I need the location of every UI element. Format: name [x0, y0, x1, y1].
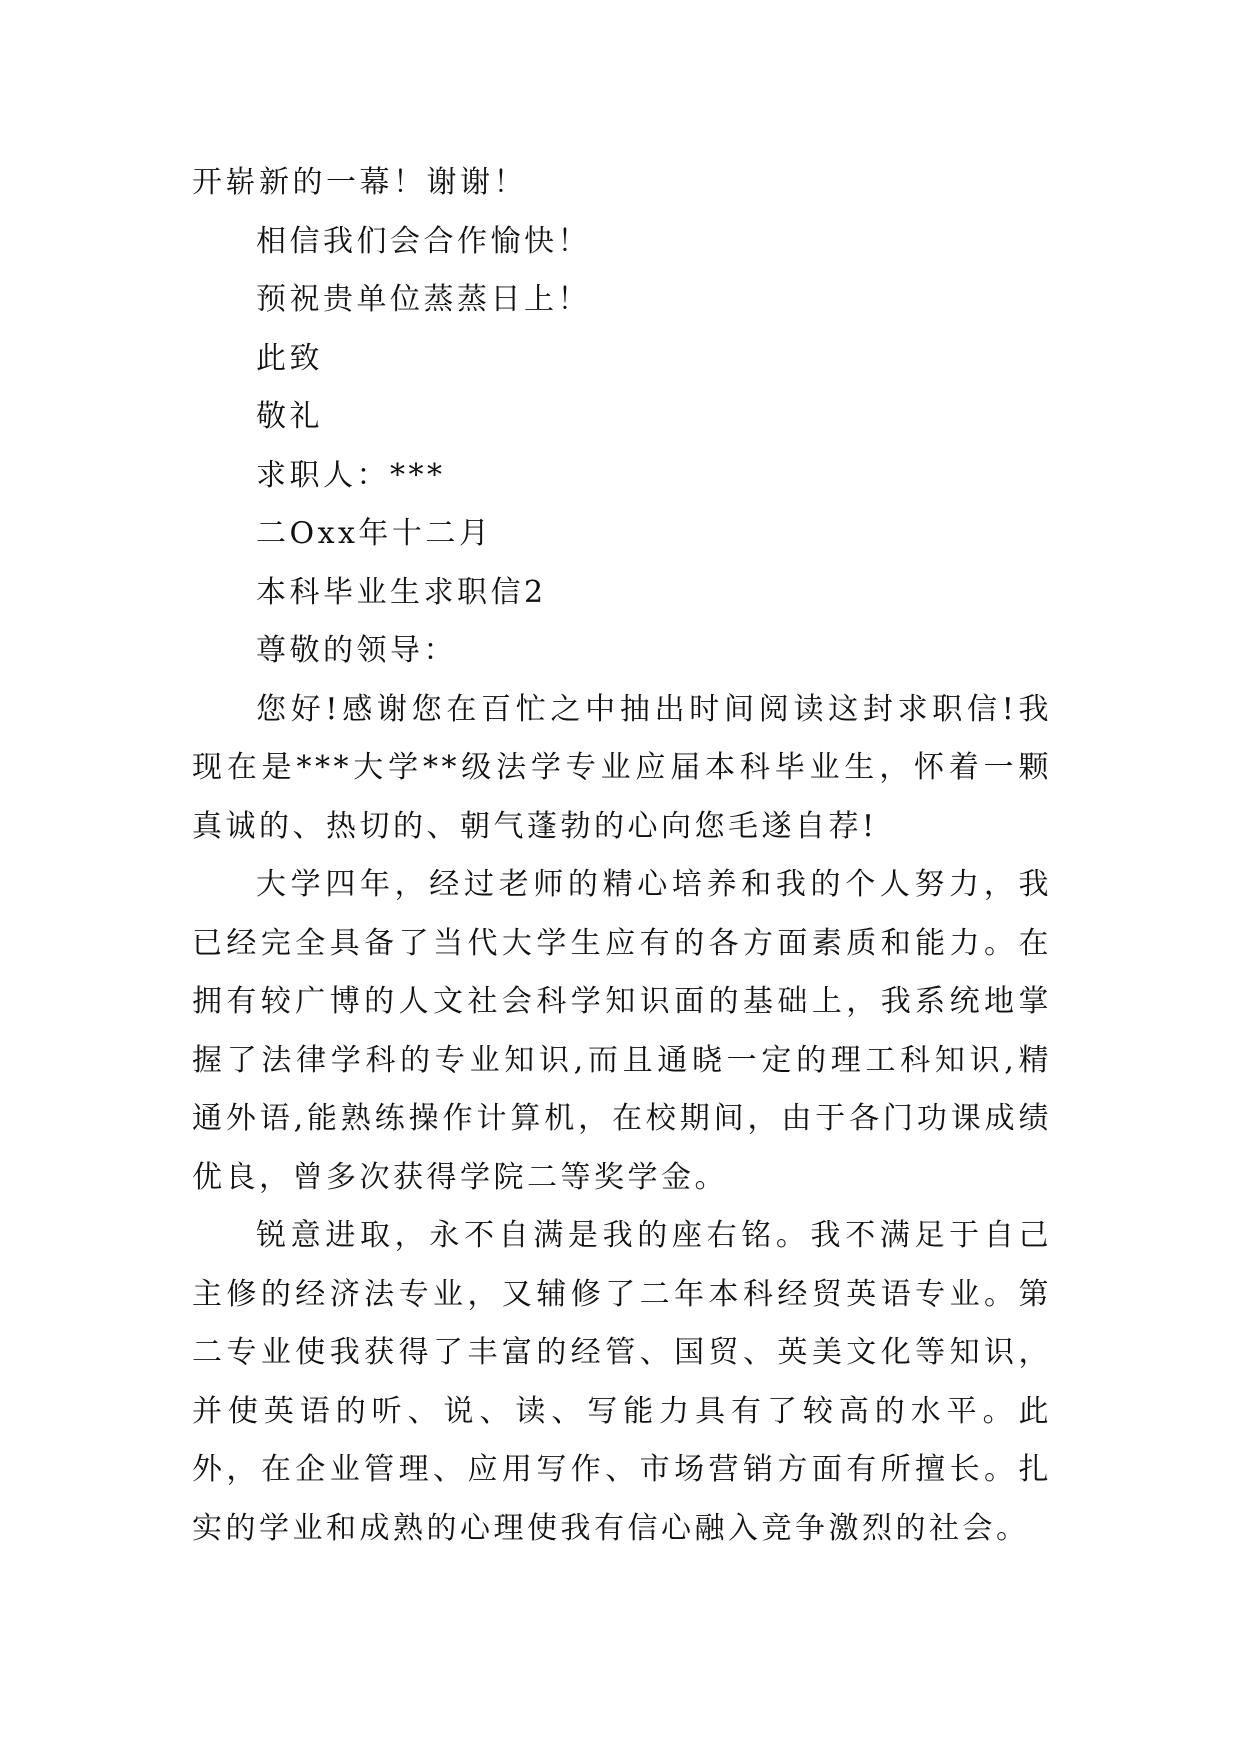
document-body [192, 154, 1052, 1558]
opening-tail-line: 开崭新的一幕！谢谢！ [192, 165, 527, 200]
section-title: 本科毕业生求职信2 [256, 574, 547, 610]
closing-regards-line-1: 此致 [256, 340, 323, 376]
paragraph-greeting: 您好!感谢您在百忙之中抽出时间阅读这封求职信!我现在是***大学**级法学专业应届本科毕业生，怀着一颗真诚的、热切的、朝气蓬勃的心向您毛遂自荐! [192, 691, 1052, 844]
paragraph-motto: 锐意进取，永不自满是我的座右铭。我不满足于自己主修的经济法专业，又辅修了二年本科经贸英语专业。第二专业使我获得了丰富的经管、国贸、英美文化等知识，并使英语的听、说、读、写能力具有了较高的水平。此外，在企业管理、应用写作、市场营销方面有所擅长。扎实的学业和成熟的心理使我有信心融入竞争激烈的社会。 [192, 1218, 1052, 1546]
salutation: 尊敬的领导： [256, 633, 457, 668]
wish-line: 预祝贵单位蒸蒸日上！ [256, 282, 591, 317]
closing-regards-line-2: 敬礼 [256, 399, 323, 434]
letter-date: 二Оxx年十二月 [256, 516, 493, 551]
paragraph-education: 大学四年，经过老师的精心培养和我的个人努力，我已经完全具备了当代大学生应有的各方面素质和能力。在拥有较广博的人文社会科学知识面的基础上，我系统地掌握了法律学科的专业知识,而且通晓一定的理工科知识,精通外语,能熟练操作计算机，在校期间，由于各门功课成绩优良，曾多次获得学院二等奖学金。 [192, 867, 1052, 1195]
applicant-signature: 求职人：*** [256, 457, 446, 493]
trust-line: 相信我们会合作愉快！ [256, 223, 591, 259]
